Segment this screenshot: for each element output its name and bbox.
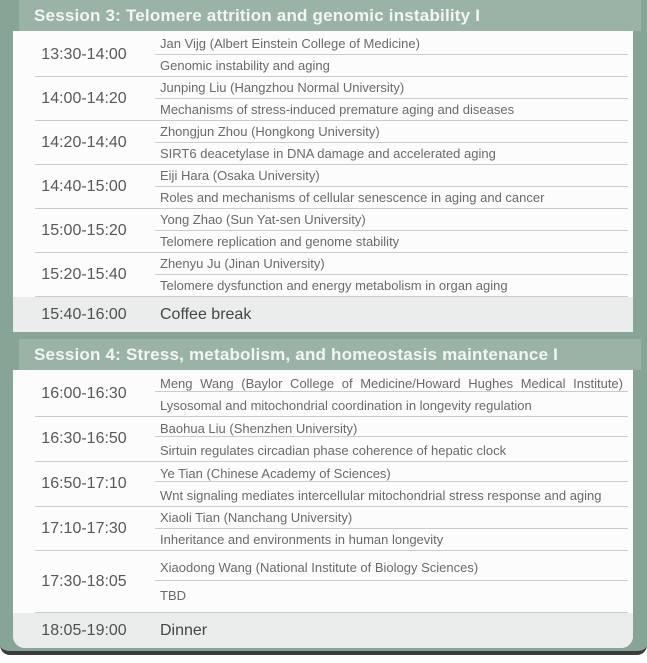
coffee-break-row <box>13 297 633 332</box>
time-slot: 14:20-14:40 <box>41 133 127 151</box>
session-4-title: Session 4: Stress, metabolism, and homeostasis maintenance I <box>34 344 559 364</box>
talk-title: Mechanisms of stress-induced premature aging and diseases <box>160 102 515 117</box>
time-slot: 16:00-16:30 <box>41 385 127 402</box>
time-slot: 16:30-16:50 <box>41 430 127 447</box>
time-slot: 17:30-18:05 <box>41 572 127 590</box>
time-slot: 14:40-15:00 <box>41 177 127 195</box>
session-4-schedule-table <box>13 370 633 648</box>
table-row <box>13 165 633 208</box>
speaker-name: Junping Liu (Hangzhou Normal University) <box>155 77 628 99</box>
dinner-row <box>13 613 633 648</box>
session-3-schedule-table <box>13 31 633 332</box>
talk-title: SIRT6 deacetylase in DNA damage and accelerated aging <box>160 146 496 161</box>
talk-title: Roles and mechanisms of cellular senescence in aging and cancer <box>160 190 545 205</box>
time-slot: 15:00-15:20 <box>41 221 127 239</box>
speaker-name: Xiaoli Tian (Nanchang University) <box>155 507 628 529</box>
session-3-header-bar <box>19 0 641 31</box>
speaker-name: Meng Wang (Baylor College of Medicine/Howard Hughes Medical Institute) <box>155 372 628 392</box>
table-row <box>13 121 633 164</box>
speaker-name: Jan Vijg (Albert Einstein College of Medicine) <box>155 33 628 55</box>
table-row <box>13 551 633 612</box>
time-slot: 15:20-15:40 <box>41 265 127 283</box>
table-row <box>13 507 633 550</box>
table-row <box>13 209 633 252</box>
session-4-header-bar <box>19 339 641 370</box>
time-slot: 18:05-19:00 <box>41 621 127 639</box>
talk-title: TBD <box>160 588 186 603</box>
table-row <box>13 253 633 296</box>
talk-title: Genomic instability and aging <box>160 58 330 73</box>
section-gap <box>0 332 647 339</box>
talk-title: Inheritance and environments in human longevity <box>160 532 444 547</box>
table-row <box>13 462 633 506</box>
table-row <box>13 33 633 76</box>
talk-title: Telomere replication and genome stability <box>160 234 400 249</box>
speaker-name: Zhenyu Ju (Jinan University) <box>155 253 628 275</box>
time-slot: 13:30-14:00 <box>41 45 127 63</box>
time-slot: 15:40-16:00 <box>41 305 127 323</box>
break-label: Dinner <box>160 621 208 639</box>
table-row <box>13 77 633 120</box>
session-3-title: Session 3: Telomere attrition and genomic instability I <box>34 5 481 25</box>
break-label: Coffee break <box>160 305 252 323</box>
talk-title: Sirtuin regulates circadian phase coherence of hepatic clock <box>160 443 507 458</box>
time-slot: 16:50-17:10 <box>41 475 127 492</box>
speaker-name: Ye Tian (Chinese Academy of Sciences) <box>155 462 628 482</box>
talk-title: Telomere dysfunction and energy metabolism in organ aging <box>160 278 508 293</box>
speaker-name: Baohua Liu (Shenzhen University) <box>155 417 628 437</box>
talk-title: Lysosomal and mitochondrial coordination in longevity regulation <box>160 398 532 413</box>
speaker-name: Zhongjun Zhou (Hongkong University) <box>155 121 628 143</box>
time-slot: 17:10-17:30 <box>41 519 127 537</box>
table-row <box>13 417 633 461</box>
table-row <box>13 372 633 416</box>
speaker-name: Xiaodong Wang (National Institute of Biology Sciences) <box>155 551 628 581</box>
time-slot: 14:00-14:20 <box>41 89 127 107</box>
speaker-name: Yong Zhao (Sun Yat-sen University) <box>155 209 628 231</box>
speaker-name: Eiji Hara (Osaka University) <box>155 165 628 187</box>
talk-title: Wnt signaling mediates intercellular mitochondrial stress response and aging <box>160 488 602 503</box>
